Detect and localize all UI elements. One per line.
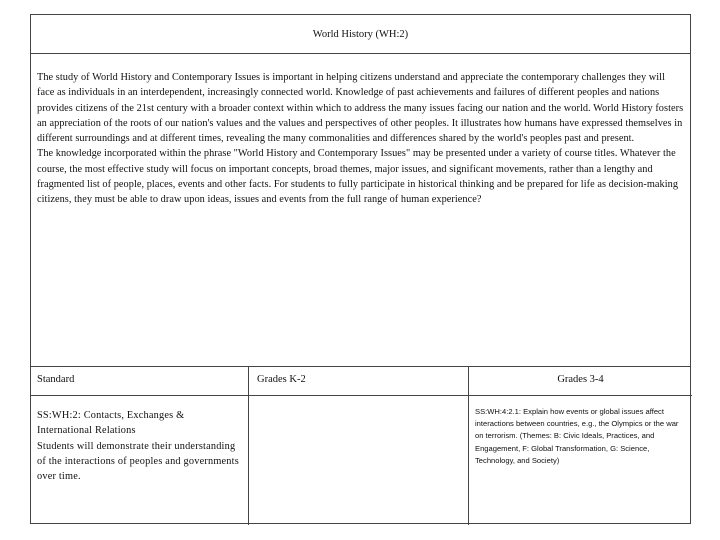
header-grades-k2: Grades K-2: [249, 367, 469, 396]
grades-k2-cell: [249, 396, 469, 525]
standard-description: Students will demonstrate their understanding of the interactions of peoples and governments over time.: [37, 440, 239, 483]
description-section: [31, 54, 690, 367]
description-paragraph-2: The knowledge incorporated within the phrase "World History and Contemporary Issues" may be presented under a variety of course titles. Whatever the course, the most effective study will focus on important concepts, broad themes, major issues, and significant movements, rather than a lengthy and fragmented list of people, places, events and other facts. For students to fully participate in historical thinking and be prepared for life as decision-making citizens, they must be able to draw upon ideas, issues and events from the full range of human experience?: [37, 148, 679, 206]
standards-table: [31, 367, 690, 525]
header-grades-3-4: Grades 3-4: [469, 367, 692, 396]
page-title: World History (WH:2): [31, 15, 690, 54]
description-paragraph-1: The study of World History and Contemporary Issues is important in helping citizens understand and appreciate the contemporary challenges they will face as individuals in an interdependent, increasingly connected world. Knowledge of past achievements and failures of different peoples and nations provides citizens of the 21st century with a broader context within which to address the many issues facing our nation and the world. World History fosters an appreciation of the roots of our nation's values and the values and perspectives of other peoples. It illustrates how humans have expressed themselves in different surroundings and at different times, revealing the many commonalities and differences shared by the world's peoples past and present.: [37, 72, 684, 145]
document-page: [30, 14, 691, 524]
standard-title: SS:WH:2: Contacts, Exchanges & International Relations: [37, 410, 185, 437]
standard-cell: [31, 396, 249, 525]
grades-3-4-cell: SS:WH:4:2.1: Explain how events or global issues affect interactions between countries, e.g., the Olympics or the war on terrorism. (Themes: B: Civic Ideals, Practices, and Engagement, F: Global Transformation, G: Science, Technology, and Society): [475, 407, 679, 465]
header-standard: Standard: [31, 367, 249, 396]
